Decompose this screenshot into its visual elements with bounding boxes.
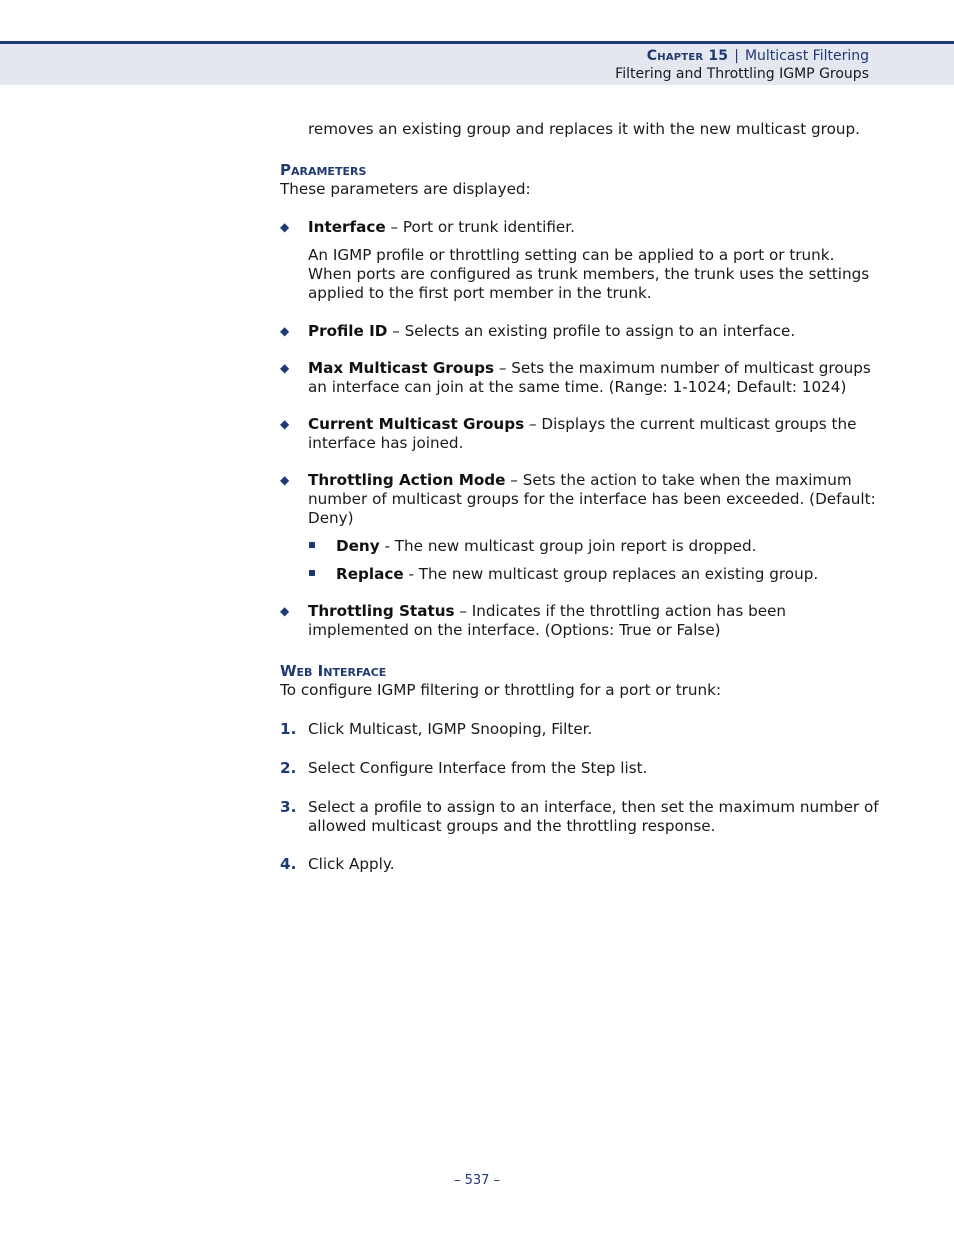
step-item bbox=[280, 855, 880, 874]
param-term: Max Multicast Groups bbox=[308, 359, 494, 377]
param-item-max-groups bbox=[280, 359, 880, 397]
diamond-bullet-icon: ◆ bbox=[280, 361, 290, 375]
step-number: 3. bbox=[280, 798, 297, 816]
step-item bbox=[280, 720, 880, 739]
page-content bbox=[280, 120, 880, 874]
param-item-throttling-mode bbox=[280, 471, 880, 528]
option-term: Replace bbox=[336, 565, 404, 583]
param-item-interface bbox=[280, 218, 880, 237]
chapter-label: Chapter 15 bbox=[646, 48, 729, 64]
web-interface-heading: Web Interface bbox=[280, 662, 387, 680]
diamond-bullet-icon: ◆ bbox=[280, 417, 290, 431]
square-bullet-icon bbox=[309, 570, 315, 576]
step-text: Select Configure Interface from the Step list. bbox=[308, 759, 648, 777]
param-item-profile-id bbox=[280, 322, 880, 341]
page-header bbox=[0, 41, 954, 85]
step-item bbox=[280, 759, 880, 778]
param-desc: – Port or trunk identifier. bbox=[385, 218, 575, 236]
diamond-bullet-icon: ◆ bbox=[280, 473, 290, 487]
param-desc: – Sets the action to take when the maximum number of multicast groups for the interface has been exceeded. (Default: Deny) bbox=[308, 471, 876, 527]
step-text: Click Multicast, IGMP Snooping, Filter. bbox=[308, 720, 593, 738]
diamond-bullet-icon: ◆ bbox=[280, 324, 290, 338]
option-desc: - The new multicast group join report is dropped. bbox=[379, 537, 757, 555]
square-bullet-icon bbox=[309, 542, 315, 548]
option-desc: - The new multicast group replaces an existing group. bbox=[403, 565, 819, 583]
web-interface-intro: To configure IGMP filtering or throttling for a port or trunk: bbox=[280, 681, 722, 699]
param-term: Throttling Status bbox=[308, 602, 455, 620]
page-number: – 537 – bbox=[453, 1173, 501, 1188]
step-number: 4. bbox=[280, 855, 297, 873]
throttle-option-replace bbox=[280, 565, 880, 584]
section-title: Filtering and Throttling IGMP Groups bbox=[615, 66, 869, 82]
parameters-heading: Parameters bbox=[280, 161, 367, 179]
param-desc: – Indicates if the throttling action has been implemented on the interface. (Options: True or False) bbox=[308, 602, 787, 639]
param-term: Profile ID bbox=[308, 322, 388, 340]
header-text bbox=[615, 47, 869, 83]
parameters-intro: These parameters are displayed: bbox=[280, 180, 531, 198]
chapter-title: Multicast Filtering bbox=[744, 48, 869, 64]
step-number: 1. bbox=[280, 720, 297, 738]
param-item-throttling-status bbox=[280, 602, 880, 640]
param-term: Interface bbox=[308, 218, 386, 236]
step-text: Select a profile to assign to an interface, then set the maximum number of allowed multicast groups and the throttling response. bbox=[308, 798, 879, 835]
param-term: Current Multicast Groups bbox=[308, 415, 525, 433]
diamond-bullet-icon: ◆ bbox=[280, 604, 290, 618]
option-term: Deny bbox=[336, 537, 380, 555]
step-item bbox=[280, 798, 880, 836]
header-line-1 bbox=[615, 47, 869, 65]
intro-text: removes an existing group and replaces it with the new multicast group. bbox=[308, 120, 860, 138]
step-number: 2. bbox=[280, 759, 297, 777]
header-separator: | bbox=[734, 48, 739, 64]
param-item-current-groups bbox=[280, 415, 880, 453]
param-term: Throttling Action Mode bbox=[308, 471, 506, 489]
param-desc: – Displays the current multicast groups the interface has joined. bbox=[308, 415, 857, 452]
param-desc: – Selects an existing profile to assign to an interface. bbox=[387, 322, 796, 340]
param-desc: – Sets the maximum number of multicast groups an interface can join at the same time. (Range: 1-1024; Default: 1024) bbox=[308, 359, 871, 396]
step-text: Click Apply. bbox=[308, 855, 395, 873]
throttle-option-deny bbox=[280, 537, 880, 556]
diamond-bullet-icon: ◆ bbox=[280, 220, 290, 234]
interface-note: An IGMP profile or throttling setting can be applied to a port or trunk. When ports are configured as trunk members, the trunk uses the settings applied to the first port member in the trunk. bbox=[308, 246, 870, 302]
